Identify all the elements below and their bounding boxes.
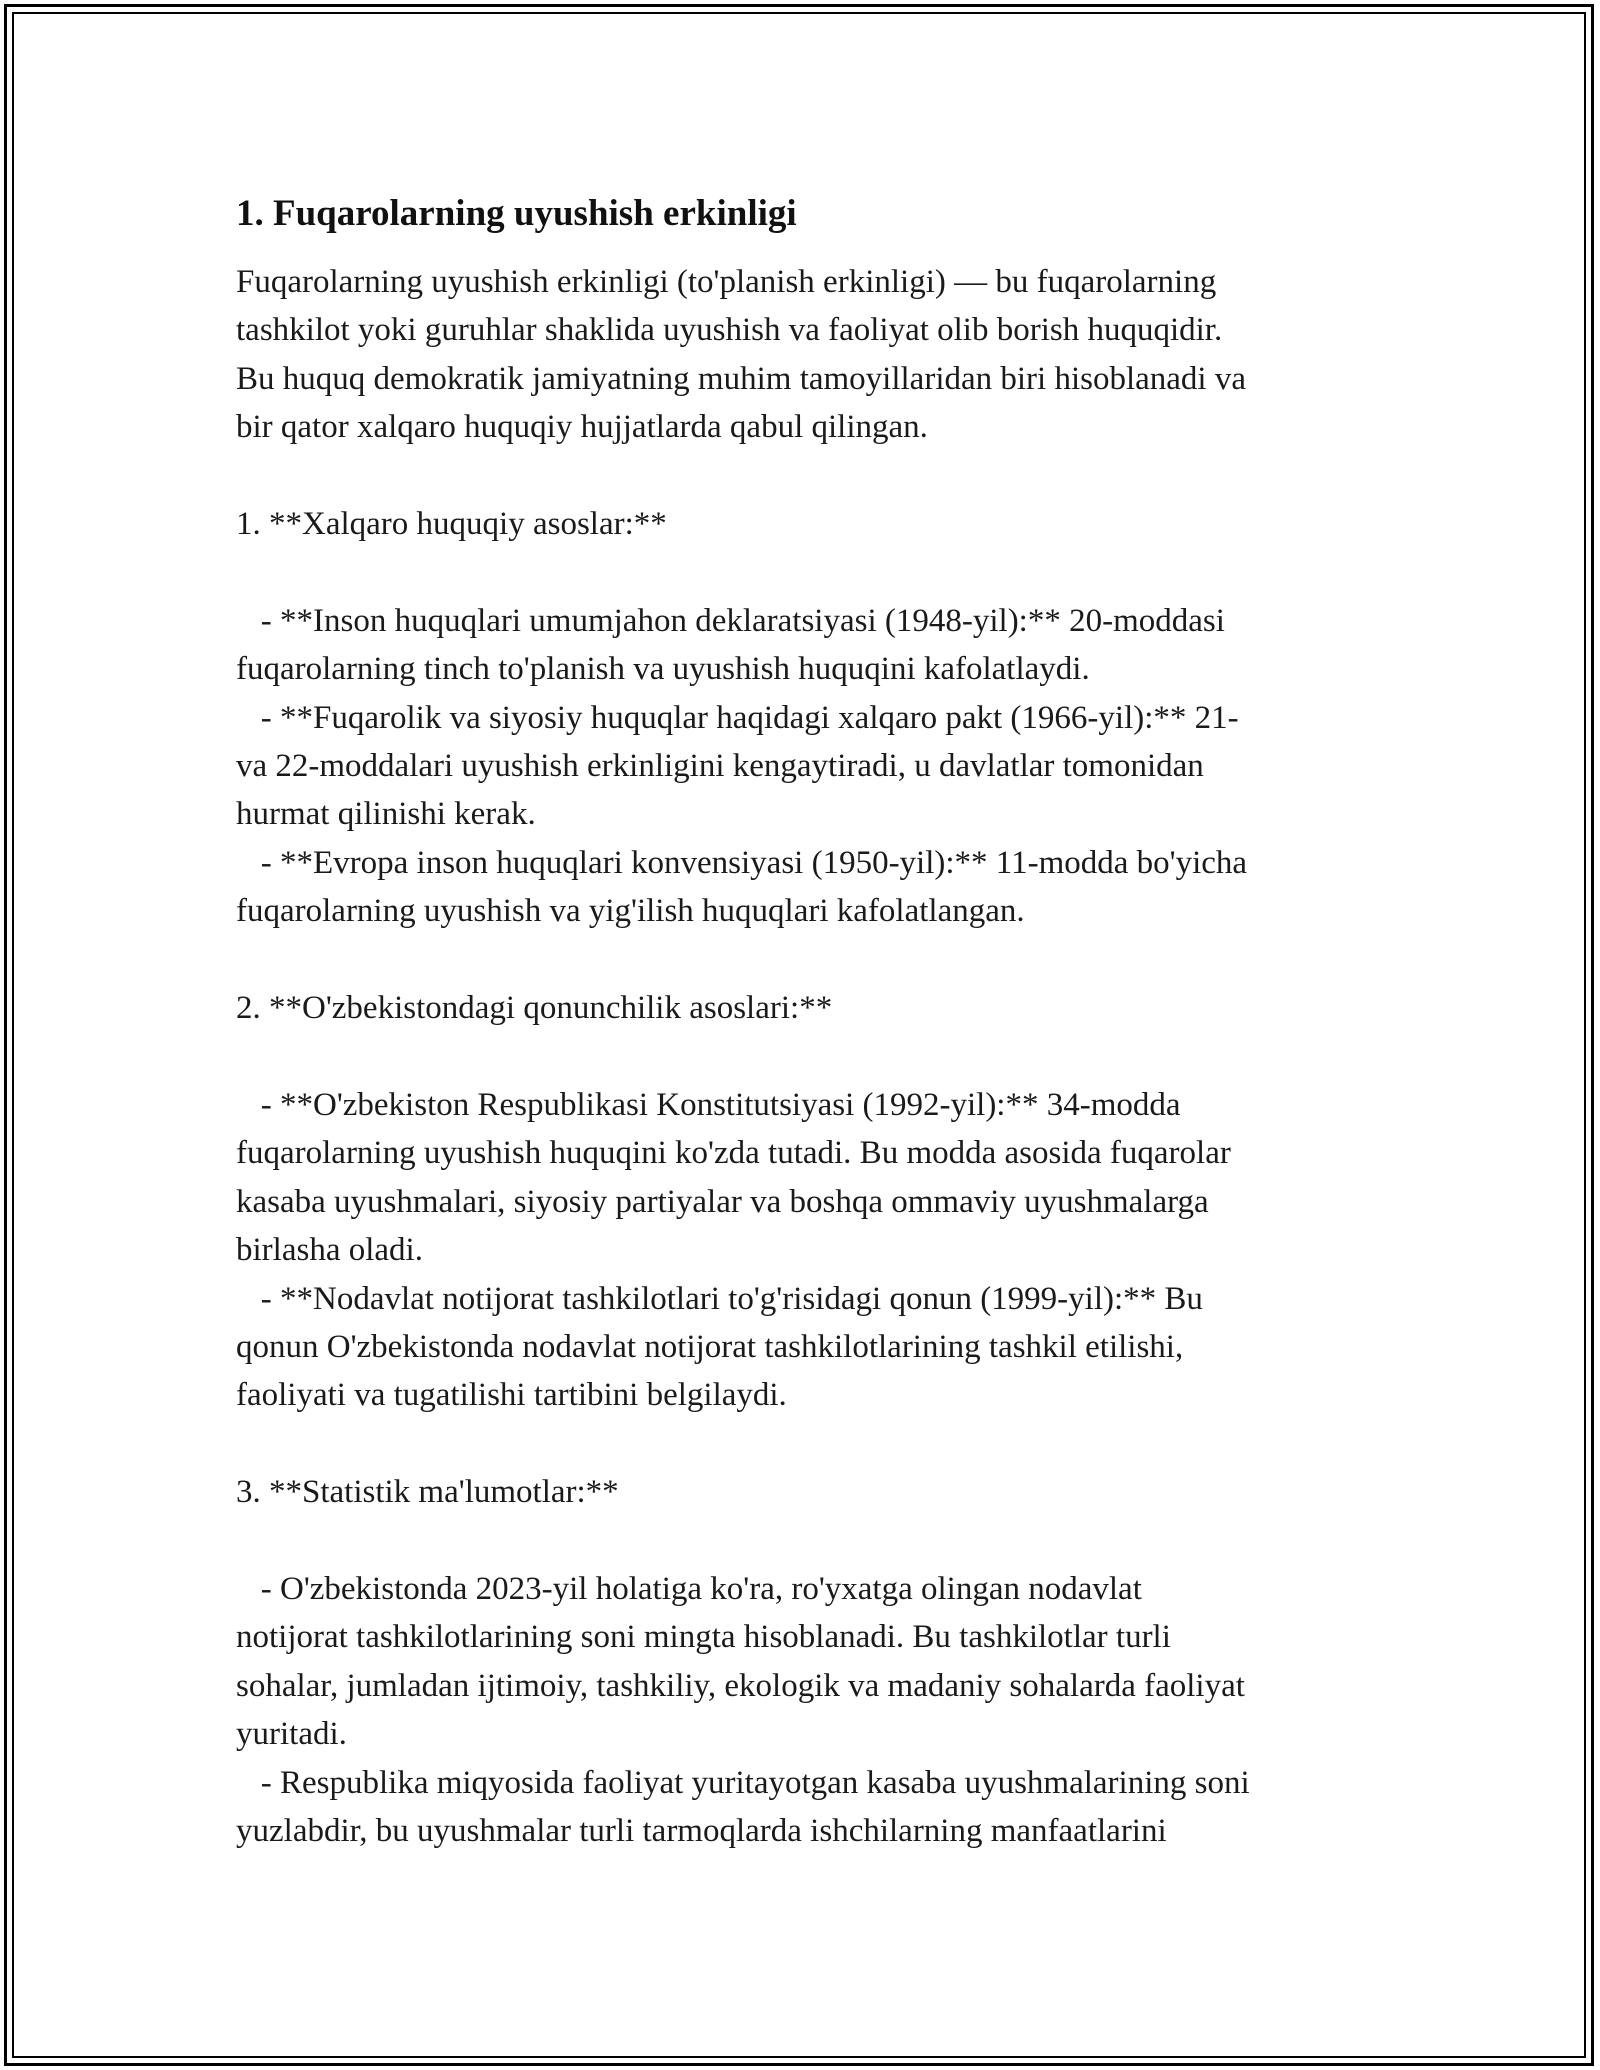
document-content (236, 190, 1386, 1855)
document-title: 1. Fuqarolarning uyushish erkinligi (236, 193, 797, 234)
document-body: Fuqarolarning uyushish erkinligi (to'planish erkinligi) — bu fuqarolarning tashkilot yoki guruhlar shaklida uyushish va faoliyat olib borish huquqidir. Bu huquq demokratik jamiyatning muhim tamoyillaridan biri hisoblanadi va bir qator xalqaro huquqiy hujjatlarda qabul qilingan. 1. **Xalqaro huquqiy asoslar:** - **Inson huquqlari umumjahon deklaratsiyasi (1948-yil):** 20-moddasi fuqarolarning tinch to'planish va uyushish huquqini kafolatlaydi. - **Fuqarolik va siyosiy huquqlar haqidagi xalqaro pakt (1966-yil):** 21- va 22-moddalari uyushish erkinligini kengaytiradi, u davlatlar tomonidan hurmat qilinishi kerak. - **Evropa inson huquqlari konvensiyasi (1950-yil):** 11-modda bo'yicha fuqarolarning uyushish va yig'ilish huquqlari kafolatlangan. 2. **O'zbekistondagi qonunchilik asoslari:** - **O'zbekiston Respublikasi Konstitutsiyasi (1992-yil):** 34-modda fuqarolarning uyushish huquqini ko'zda tutadi. Bu modda asosida fuqarolar kasaba uyushmalari, siyosiy partiyalar va boshqa ommaviy uyushmalarga birlasha oladi. - **Nodavlat notijorat tashkilotlari to'g'risidagi qonun (1999-yil):** Bu qonun O'zbekistonda nodavlat notijorat tashkilotlarining tashkil etilishi, faoliyati va tugatilishi tartibini belgilaydi. 3. **Statistik ma'lumotlar:** - O'zbekistonda 2023-yil holatiga ko'ra, ro'yxatga olingan nodavlat notijorat tashkilotlarining soni mingta hisoblanadi. Bu tashkilotlar turli sohalar, jumladan ijtimoiy, tashkiliy, ekologik va madaniy sohalarda faoliyat yuritadi. - Respublika miqyosida faoliyat yuritayotgan kasaba uyushmalarining soni yuzlabdir, bu uyushmalar turli tarmoqlarda ishchilarning manfaatlarini (236, 264, 1250, 1849)
